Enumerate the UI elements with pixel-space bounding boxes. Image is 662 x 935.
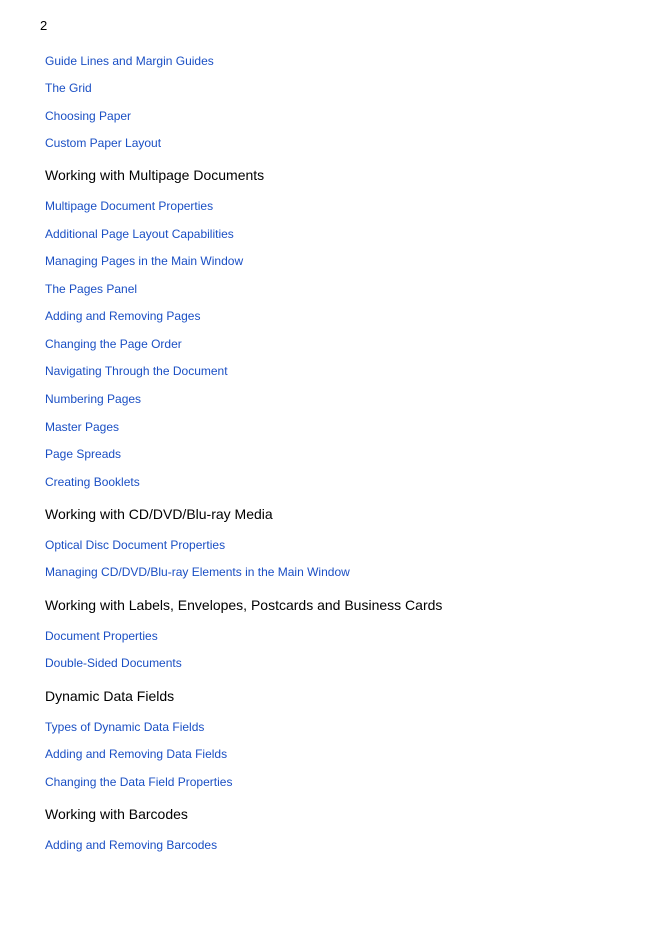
toc-section-heading: Working with Labels, Envelopes, Postcards and Business Cards	[45, 597, 443, 613]
toc-section-heading: Dynamic Data Fields	[45, 688, 175, 704]
toc-link[interactable]: Managing CD/DVD/Blu-ray Elements in the Main Window	[45, 565, 350, 579]
toc-link[interactable]: Managing Pages in the Main Window	[45, 254, 244, 268]
toc-link[interactable]: Types of Dynamic Data Fields	[45, 720, 205, 734]
toc-link[interactable]: Custom Paper Layout	[45, 136, 162, 150]
toc-link[interactable]: Adding and Removing Pages	[45, 309, 201, 323]
page-number: 2	[40, 18, 48, 33]
toc-link[interactable]: Choosing Paper	[45, 109, 132, 123]
toc-link[interactable]: The Grid	[45, 81, 92, 95]
toc-section-heading: Working with CD/DVD/Blu-ray Media	[45, 506, 273, 522]
toc-link[interactable]: Additional Page Layout Capabilities	[45, 227, 234, 241]
toc-link[interactable]: Adding and Removing Data Fields	[45, 747, 228, 761]
toc-link[interactable]: The Pages Panel	[45, 282, 138, 296]
toc-link[interactable]: Page Spreads	[45, 447, 122, 461]
toc-link[interactable]: Numbering Pages	[45, 392, 142, 406]
toc-section-heading: Working with Barcodes	[45, 806, 188, 822]
toc-link[interactable]: Changing the Data Field Properties	[45, 775, 233, 789]
toc-section-heading: Working with Multipage Documents	[45, 167, 265, 183]
toc-link[interactable]: Navigating Through the Document	[45, 364, 228, 378]
toc-link[interactable]: Multipage Document Properties	[45, 199, 214, 213]
toc-link[interactable]: Creating Booklets	[45, 475, 140, 489]
toc-link[interactable]: Document Properties	[45, 629, 158, 643]
toc-link[interactable]: Adding and Removing Barcodes	[45, 838, 218, 852]
toc-link[interactable]: Double-Sided Documents	[45, 656, 182, 670]
toc-link[interactable]: Optical Disc Document Properties	[45, 538, 226, 552]
toc-link[interactable]: Master Pages	[45, 420, 120, 434]
toc-link[interactable]: Guide Lines and Margin Guides	[45, 54, 214, 68]
toc-link[interactable]: Changing the Page Order	[45, 337, 182, 351]
